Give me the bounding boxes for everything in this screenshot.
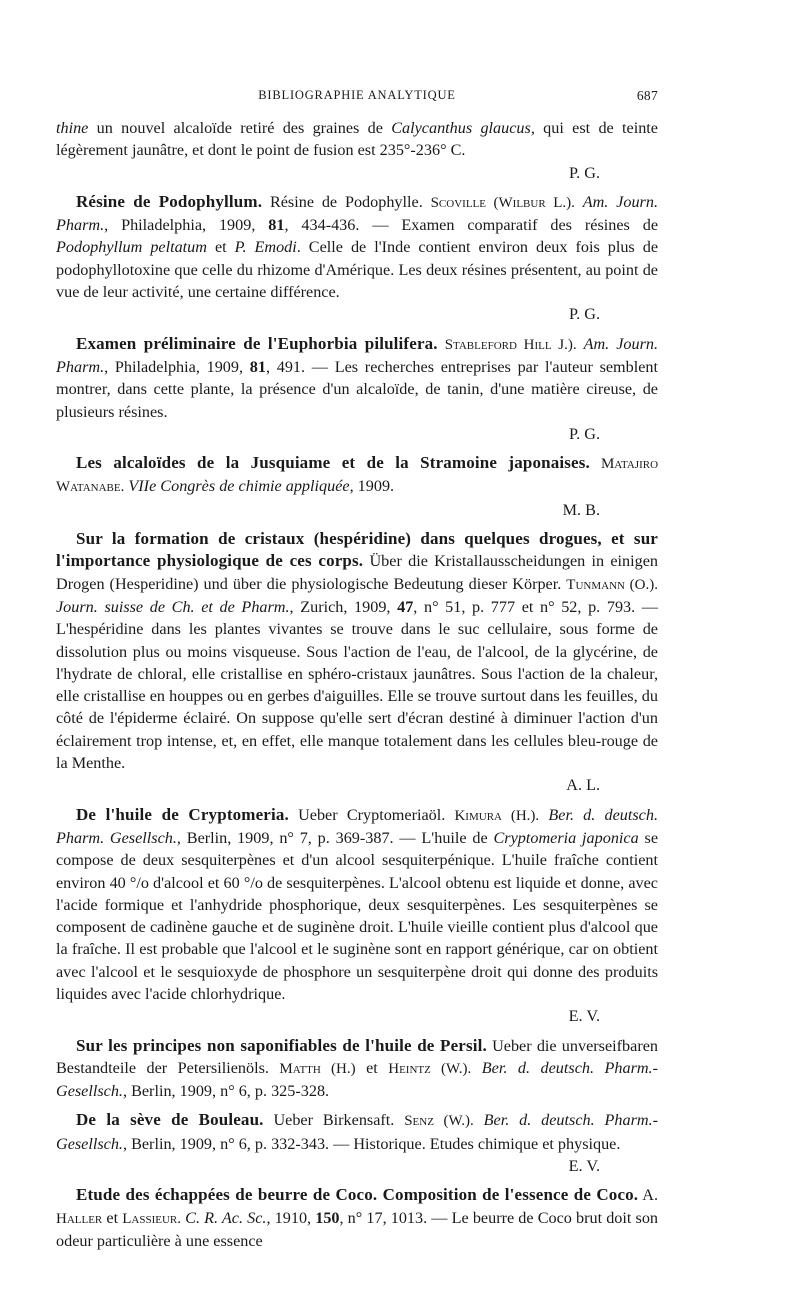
running-head bbox=[56, 88, 658, 108]
italic-text: thine bbox=[56, 119, 89, 137]
bibliography-entry-coco bbox=[56, 1184, 658, 1252]
entry-text: , Berlin, 1909, n° 7, p. 369-387. — L'huile de bbox=[176, 828, 494, 847]
entry-text: Ueber die unverseifbaren Bestandteile der Petersilienöls. bbox=[56, 1036, 658, 1077]
entry-text: et bbox=[206, 238, 235, 257]
entry-text: Ueber Birkensaft. bbox=[263, 1111, 405, 1130]
entry-text: , Berlin, 1909, n° 6, p. 332-343. — Historique. Etudes chimique et physique. bbox=[122, 1134, 621, 1153]
author-name: Scoville (Wilbur L.). bbox=[430, 194, 575, 211]
italic-text: Ber. d. deutsch. Pharm.-Gesellsch. bbox=[56, 1111, 659, 1153]
italic-text: Am. Journ. Pharm. bbox=[56, 192, 658, 235]
author-initials: P. G. bbox=[568, 163, 600, 182]
entry-text: . Celle de l'Inde contient environ deux fois plus de podophyllotoxine que celle du rhizome d'Amérique. Les deux résines présentent, au point de vue de leur activité, une certaine différence. bbox=[56, 238, 658, 302]
bibliography-entry-hesperidine bbox=[56, 528, 658, 797]
entry-text bbox=[471, 1059, 481, 1077]
bibliography-entry-cryptomeria bbox=[56, 804, 658, 1028]
entry-text: , 1909. bbox=[349, 477, 395, 496]
entry-heading: Sur la formation de cristaux (hespéridine) dans quelques drogues, et sur l'importance physiologique de ces corps. bbox=[56, 529, 658, 571]
italic-text: Journ. suisse de Ch. et de Pharm. bbox=[56, 597, 290, 616]
italic-text: Podophyllum peltatum bbox=[56, 238, 207, 257]
italic-text: Cryptomeria japonica bbox=[493, 828, 639, 847]
author-name: Lassieur. bbox=[122, 1210, 181, 1227]
bibliography-entry-podophyllum bbox=[56, 191, 658, 326]
bibliography-content bbox=[56, 117, 658, 1259]
italic-text: Am. Journ. Pharm. bbox=[56, 334, 659, 376]
volume-number: 81 bbox=[268, 216, 285, 235]
bibliography-entry-calycanthine bbox=[56, 117, 658, 184]
entry-heading: Les alcaloïdes de la Jusquiame et de la Stramoine japonaises. bbox=[76, 453, 590, 473]
page-number: 687 bbox=[636, 88, 658, 103]
author-name: Kimura (H.). bbox=[454, 807, 540, 824]
author-initials: P. G. bbox=[568, 305, 600, 324]
italic-text: Ber. d. deutsch. Pharm.-Gesellsch. bbox=[56, 1058, 658, 1101]
entry-text: Résine de Podophylle. bbox=[262, 192, 431, 211]
volume-number: 150 bbox=[315, 1208, 340, 1227]
entry-text: , Philadelphia, 1909, bbox=[104, 216, 269, 235]
running-title: BIBLIOGRAPHIE ANALYTIQUE bbox=[258, 88, 456, 102]
italic-text: VIIe Congrès de chimie appliquée bbox=[128, 477, 350, 496]
bibliography-entry-persil bbox=[56, 1035, 658, 1103]
entry-text: et bbox=[355, 1058, 389, 1077]
entry-text: un nouvel alcaloïde retiré des graines de bbox=[88, 119, 392, 137]
entry-text bbox=[539, 806, 548, 824]
entry-text bbox=[474, 1111, 484, 1129]
entry-text: A. bbox=[638, 1186, 659, 1205]
author-initials: E. V. bbox=[568, 1007, 600, 1026]
italic-text: Ber. d. deutsch. Pharm. Gesellsch. bbox=[56, 805, 659, 847]
entry-text: , 491. — Les recherches entreprises par l'auteur semblent montrer, dans cette plante, la présence d'un alcaloïde, de tanin, d'une matière cireuse, de plusieurs résines. bbox=[56, 357, 659, 421]
entry-heading: Etude des échappées de beurre de Coco. Composition de l'essence de Coco. bbox=[76, 1185, 639, 1205]
author-name: Matth (H.) bbox=[279, 1060, 356, 1077]
author-name: Haller bbox=[56, 1210, 103, 1227]
author-name: Stableford Hill J.). bbox=[444, 336, 577, 353]
entry-heading: De la sève de Bouleau. bbox=[76, 1110, 264, 1130]
entry-text: Ueber Cryptomeriaöl. bbox=[288, 805, 455, 824]
entry-text: , Zurich, 1909, bbox=[289, 597, 398, 616]
author-name: Heintz (W.). bbox=[388, 1060, 472, 1077]
entry-text: , 434-436. — Examen comparatif des résines de bbox=[284, 216, 658, 235]
entry-heading: De l'huile de Cryptomeria. bbox=[76, 804, 289, 824]
entry-text bbox=[577, 335, 584, 353]
entry-text bbox=[438, 335, 445, 353]
author-initials: A. L. bbox=[566, 776, 600, 795]
entry-heading: Sur les principes non saponifiables de l'huile de Persil. bbox=[76, 1035, 487, 1055]
author-initials: M. B. bbox=[562, 500, 600, 519]
entry-text bbox=[575, 193, 583, 211]
entry-text: , n° 51, p. 777 et n° 52, p. 793. — L'hespéridine dans les plantes vivantes se trouve dans le suc cellulaire, sous forme de dissolution plus ou moins visqueuse. Sous l'action de l'eau, de l'alcool, de la glycérine, de l'hydrate de chloral, elle cristallise en sphéro-cristaux jaunâtres. Sous l'action de la chaleur, elle cristallise en houppes ou en gerbes d'aiguilles. Elle se trouve surtout dans les feuilles, du côté de l'épiderme éclairé. On suppose qu'elle sert d'écran destiné à diminuer l'action d'un éclairement trop intense, et, en effet, elle manque totalement dans les cellules bleu-rouge de la Menthe. bbox=[56, 597, 658, 773]
italic-text: Calycanthus glaucus bbox=[391, 119, 531, 137]
entry-text bbox=[590, 454, 601, 472]
entry-text: et bbox=[102, 1208, 123, 1227]
entry-heading: Examen préliminaire de l'Euphorbia pilulifera. bbox=[76, 333, 438, 353]
bibliography-entry-euphorbia bbox=[56, 333, 658, 445]
italic-text: P. Emodi bbox=[234, 238, 297, 257]
author-name: Tunmann (O.). bbox=[566, 576, 658, 593]
entry-text: se compose de deux sesquiterpènes et d'un alcool sesquiterpénique. L'huile fraîche contient environ 40 °/o d'alcool et 60 °/o de sesquiterpènes. L'alcool obtenu est liquide et donne, avec l'acide formique et l'anhydride phosphorique, deux sesquiterpènes. Les sesquiterpènes se composent de cadinène gauche et de suginène droit. L'huile vieille contient plus d'alcool que la fraîche. Il est probable que l'alcool et le suginène sont en rapport générique, car on obtient avec l'alcool et le sesquioxyde de phosphore un sesquiterpène droit qui donne des produits liquides avec l'acide chlorhydrique. bbox=[56, 828, 658, 1003]
volume-number: 81 bbox=[249, 357, 266, 376]
author-name: Senz (W.). bbox=[404, 1113, 474, 1130]
entry-text: , Berlin, 1909, n° 6, p. 325-328. bbox=[122, 1082, 330, 1101]
volume-number: 47 bbox=[397, 597, 414, 616]
bibliography-entry-jusquiame bbox=[56, 452, 658, 521]
entry-text: , Philadelphia, 1909, bbox=[104, 357, 250, 376]
entry-text: , qui est de teinte légèrement jaunâtre, et dont le point de fusion est 235°-236° C. bbox=[56, 119, 658, 160]
author-initials: P. G. bbox=[568, 424, 600, 443]
bibliography-entry-bouleau bbox=[56, 1109, 658, 1177]
entry-text: Über die Kristallausscheidungen in einigen Drogen (Hesperidine) und über die physiologische Bedeutung dieser Körper. bbox=[56, 552, 658, 593]
italic-text: C. R. Ac. Sc. bbox=[185, 1208, 267, 1227]
entry-text: , n° 17, 1013. — Le beurre de Coco brut doit son odeur particulière à une essence bbox=[56, 1208, 659, 1250]
entry-text: , 1910, bbox=[266, 1208, 316, 1227]
entry-heading: Résine de Podophyllum. bbox=[76, 191, 263, 211]
author-name: Matajiro Watanabe. bbox=[56, 456, 659, 496]
author-initials: E. V. bbox=[568, 1157, 600, 1176]
